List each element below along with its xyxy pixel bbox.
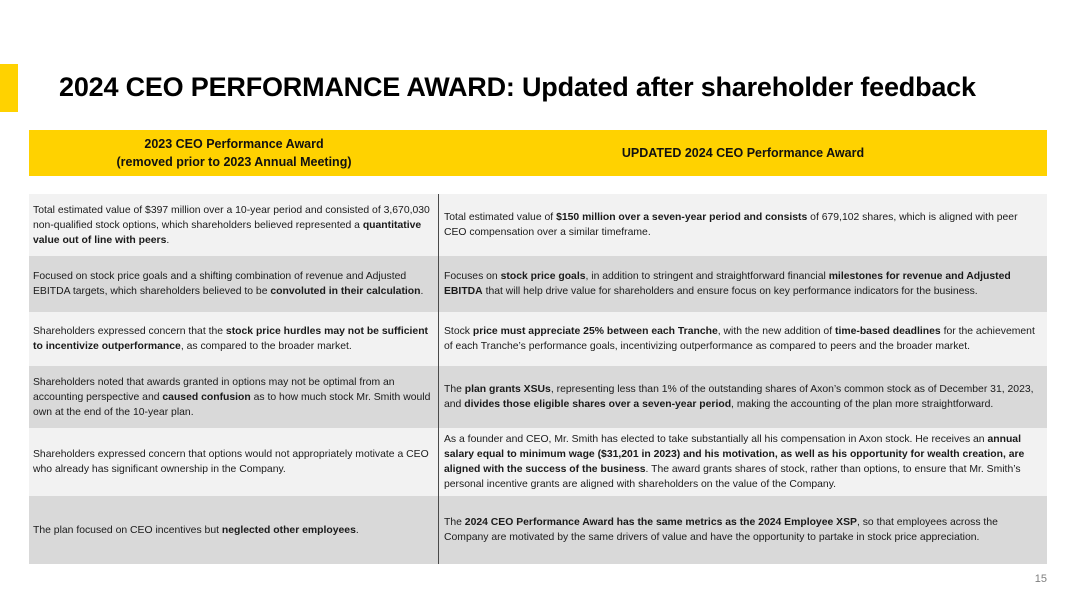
text: of 679,102 shares, which is aligned with peer CEO compensation over a similar timeframe.: [444, 212, 1018, 238]
slide-title: 2024 CEO PERFORMANCE AWARD: Updated after shareholder feedback: [59, 72, 976, 102]
bold-text: annual salary equal to minimum wage ($31,201 in 2023) and his motivation, as well as his opportunity for wealth creation, are aligned with the success of the business: [444, 434, 1025, 475]
bold-text: plan grants XSUs: [464, 384, 551, 395]
cell-2023-feedback: [29, 428, 439, 496]
text: , representing less than 1% of the outstanding shares of Axon’s common stock as of December 31, 2023, and: [444, 384, 1034, 410]
cell-2024-update: [439, 256, 1047, 312]
text: , so that employees across the Company are motivated by the same drivers of value and have the opportunity to partake in stock price appreciation.: [444, 517, 998, 543]
cell-text: [444, 382, 1039, 412]
text: .: [355, 524, 359, 536]
text: .: [166, 234, 170, 246]
header-2023-title: 2023 CEO Performance Award: [144, 137, 324, 151]
bold-text: stock price hurdles may not be sufficient to incentivize outperformance: [33, 326, 429, 352]
cell-2023-feedback: [29, 194, 439, 256]
table-row: [29, 496, 1047, 564]
cell-2024-update: [439, 194, 1047, 256]
text: for the achievement of each Tranche’s performance goals, incentivizing outperformance as compared to peers and the broader market.: [444, 326, 1035, 352]
text: Focuses on: [444, 271, 501, 282]
text: The plan focused on CEO incentives but: [33, 524, 222, 536]
cell-text: [33, 203, 434, 248]
cell-text: [444, 269, 1039, 299]
cell-2023-feedback: [29, 312, 439, 366]
bold-text: quantitative value out of line with peers: [33, 219, 422, 246]
text: Focused on stock price goals and a shifting combination of revenue and Adjusted EBITDA targets, which shareholders believed to be: [33, 271, 407, 297]
bold-text: time-based deadlines: [835, 326, 941, 337]
cell-text: [444, 432, 1039, 492]
text: As a founder and CEO, Mr. Smith has elected to take substantially all his compensation in Axon stock. He receives an: [444, 434, 988, 445]
table-row: [29, 428, 1047, 496]
text: Shareholders noted that awards granted in options may not be optimal from an accounting perspective and: [33, 376, 395, 403]
cell-2023-feedback: [29, 366, 439, 428]
cell-text: [33, 324, 434, 354]
table-header: [29, 130, 1047, 176]
bold-text: 2024 CEO Performance Award has the same metrics as the 2024 Employee XSP: [464, 517, 857, 528]
cell-2024-update: [439, 496, 1047, 564]
cell-text: [33, 375, 434, 420]
text: .: [420, 286, 424, 297]
text: Total estimated value of: [444, 212, 557, 223]
text: , making the accounting of the plan more straightforward.: [731, 399, 994, 410]
cell-text: [444, 515, 1039, 545]
table-row: [29, 194, 1047, 256]
text: The: [444, 517, 465, 528]
cell-text: [444, 324, 1039, 354]
text: Shareholders expressed concern that the: [33, 326, 226, 337]
table-row: [29, 366, 1047, 428]
cell-text: [33, 523, 359, 538]
bold-text: convoluted in their calculation: [270, 286, 421, 297]
bold-text: price must appreciate 25% between each Tranche: [472, 326, 718, 337]
cell-2023-feedback: [29, 256, 439, 312]
text: Total estimated value of $397 million over a 10-year period and consisted of 3,670,030 non-qualified stock options, which shareholders believed represented a: [33, 204, 430, 231]
text: Stock: [444, 326, 473, 337]
bold-text: $150 million over a seven-year period and consists: [556, 212, 808, 223]
bold-text: neglected other employees: [221, 524, 356, 536]
bold-text: milestones for revenue and Adjusted EBITDA: [444, 271, 1011, 297]
text: , with the new addition of: [717, 326, 835, 337]
cell-2024-update: [439, 312, 1047, 366]
cell-2024-update: [439, 428, 1047, 496]
text: , in addition to stringent and straightforward financial: [585, 271, 829, 282]
text: . The award grants shares of stock, rather than options, to ensure that Mr. Smith’s personal incentive grants are aligned with shareholders on the value of the Company.: [444, 464, 1021, 490]
text: Shareholders expressed concern that options would not appropriately motivate a CEO who already has significant ownership in the Company.: [33, 449, 429, 475]
text: , as compared to the broader market.: [180, 341, 352, 352]
accent-bar: [0, 64, 18, 112]
cell-2023-feedback: [29, 496, 439, 564]
text: as to how much stock Mr. Smith would own at the end of the 10-year plan.: [33, 391, 431, 418]
header-2023-award: [29, 135, 439, 171]
table-row: [29, 312, 1047, 366]
table-row: [29, 256, 1047, 312]
text: that will help drive value for shareholders and ensure focus on key performance indicators for the business.: [482, 286, 978, 297]
header-2024-award: UPDATED 2024 CEO Performance Award: [621, 146, 865, 160]
bold-text: caused confusion: [162, 391, 251, 403]
bold-text: stock price goals: [500, 271, 586, 282]
cell-text: [33, 447, 434, 477]
bold-text: divides those eligible shares over a seven-year period: [464, 399, 732, 410]
cell-text: [33, 269, 434, 299]
header-2023-subtitle: (removed prior to 2023 Annual Meeting): [116, 155, 352, 169]
text: The: [444, 384, 465, 395]
page-number: 15: [1034, 573, 1047, 585]
cell-2024-update: [439, 366, 1047, 428]
cell-text: [444, 210, 1039, 240]
comparison-table: [29, 194, 1047, 564]
